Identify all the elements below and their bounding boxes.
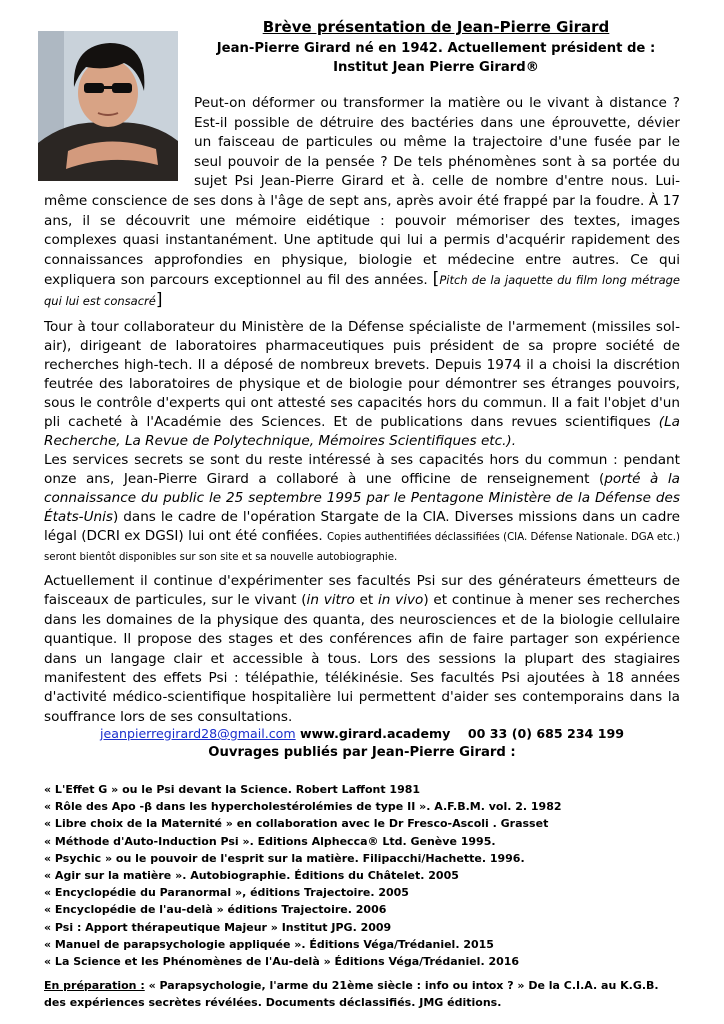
in-preparation: [44, 977, 684, 1011]
list-item: « Agir sur la matière ». Autobiographie. Éditions du Châtelet. 2005: [44, 869, 459, 883]
copies-note: Copies authentifiées déclassifiées (CIA. Défense Nationale. DGA etc.) seront bientôt disponibles sur son site et sa nouvelle autobiographie.: [44, 532, 680, 563]
list-item: « Encyclopédie du Paranormal », éditions Trajectoire. 2005: [44, 886, 409, 900]
and-word: et: [354, 592, 378, 609]
current-text-1: Actuellement il continue d'expérimenter ses facultés Psi sur des générateurs émetteurs de faisceaux de particules, sur le vivant (: [44, 573, 680, 609]
list-item: « Psychic » ou le pouvoir de l'esprit sur la matière. Filipacchi/Hachette. 1996.: [44, 851, 525, 865]
stargate-note: porté à la connaissance du public le 25 septembre 1995 par le Pentagone Ministère de la Défense des États-Unis: [44, 471, 680, 525]
list-item: « Rôle des Apo -β dans les hypercholestérolémies de type II ». A.F.B.M. vol. 2. 1982: [44, 800, 562, 814]
works-heading: Ouvrages publiés par Jean-Pierre Girard :: [208, 745, 516, 760]
bracket-open: [: [432, 269, 440, 290]
page-subtitle: [180, 39, 692, 77]
bracket-close: ]: [155, 289, 163, 310]
subtitle-line-1: Jean-Pierre Girard né en 1942. Actuellement président de :: [216, 41, 656, 56]
career-text-1: Tour à tour collaborateur du Ministère de la Défense spécialiste de l'armement (missiles sol-air), dirigeant de laboratoires pharmaceutiques puis président de sa propre société de recherches high-tech. Il a déposé de nombreux brevets. Depuis 1974 il a choisi la discrétion feutrée des laboratoires de physique et de biologie pour démontrer ses étranges pouvoirs, sous le contrôle d'experts qui ont attesté ses capacités hors du commun. Il a fait l'objet d'un pli cacheté à l'Académie des Sciences. Et de publications dans revues scientifiques: [44, 319, 680, 430]
intro-paragraph: [44, 94, 680, 312]
email-link[interactable]: jeanpierregirard28@gmail.com: [100, 726, 296, 741]
phone-text: 00 33 (0) 685 234 199: [467, 726, 624, 741]
subtitle-line-2: Institut Jean Pierre Girard®: [333, 60, 539, 75]
career-text-2: Les services secrets se sont du reste intéressé à ses capacités hors du commun : pendant onze ans, Jean-Pierre Girard a collaboré à une officine de renseignement (: [44, 452, 680, 487]
in-vivo: in vivo: [378, 592, 424, 609]
list-item: « Libre choix de la Maternité » en collaboration avec le Dr Fresco-Ascoli . Grasset: [44, 817, 549, 831]
journals-note: (La Recherche, La Revue de Polytechnique, Mémoires Scientifiques etc.).: [44, 414, 680, 449]
in-vitro: in vitro: [306, 592, 355, 609]
list-item: « Méthode d'Auto-Induction Psi ». Editions Alphecca® Ltd. Genève 1995.: [44, 834, 496, 848]
list-item: « Manuel de parapsychologie appliquée ». Éditions Véga/Trédaniel. 2015: [44, 937, 494, 951]
list-item: « Encyclopédie de l'au-delà » éditions Trajectoire. 2006: [44, 903, 387, 917]
preparation-label: En préparation :: [44, 979, 145, 992]
current-text-2: ) et continue à mener ses recherches dans les domaines de la physique des quanta, des neurosciences et de la biologie cellulaire quantique. Il propose des stages et des conférences afin de faire partager son expérience dans un langage clair et accessible à tous. Lors des sessions la plupart des stagiaires manifestent des effets Psi : télépathie, télékinésie. Ses facultés Psi ajoutées à 18 années d'activité médico-scientifique hospitalière lui permettent d'aider ses contemporains dans la souffrance lors de ses consultations.: [44, 592, 680, 725]
pitch-note: Pitch de la jaquette du film long métrage qui lui est consacré: [44, 273, 680, 308]
career-paragraph: [44, 318, 680, 567]
list-item: « L'Effet G » ou le Psi devant la Science. Robert Laffont 1981: [44, 783, 421, 796]
list-item: « La Science et les Phénomènes de l'Au-delà » Éditions Véga/Trédaniel. 2016: [44, 955, 520, 969]
works-list: [44, 781, 684, 970]
career-text-3: ) dans le cadre de l'opération Stargate de la CIA. Diverses missions dans un cadre légal (DCRI ex DGSI) lui ont été confiées.: [44, 509, 680, 544]
intro-text: Peut-on déformer ou transformer la matière ou le vivant à distance ? Est-il possible de détruire des bactéries dans une éprouvette, dévier un faisceau de particules ou même la trajectoire d'une fusée par le seul pouvoir de la pensée ? De tels phénomènes sont à sa portée du sujet Psi Jean-Pierre Girard et à. celle de nombre d'entre nous. Lui-même conscience de ses dons à l'âge de sept ans, après avoir été frappé par la foudre. À 17 ans, il se découvrit une mémoire eidétique : pouvoir mémoriser des textes, images complexes quasi instantanément. Une aptitude qui lui a permis d'acquérir rapidement des connaissances approfondies en physique, biologie et médecine entre autres. Ce qui expliquera son parcours exceptionnel au fil des années.: [44, 95, 680, 289]
page-title: Brève présentation de Jean-Pierre Girard: [262, 18, 610, 36]
website-text: www.girard.academy: [300, 726, 451, 741]
current-paragraph: [44, 572, 680, 727]
preparation-text: « Parapsychologie, l'arme du 21ème siècle : info ou intox ? » De la C.I.A. au K.G.B. des expériences secrètes révélées. Documents déclassifiés. JMG éditions.: [44, 979, 659, 1009]
list-item: « Psi : Apport thérapeutique Majeur » Institut JPG. 2009: [44, 920, 392, 934]
contact-line: [44, 726, 680, 741]
